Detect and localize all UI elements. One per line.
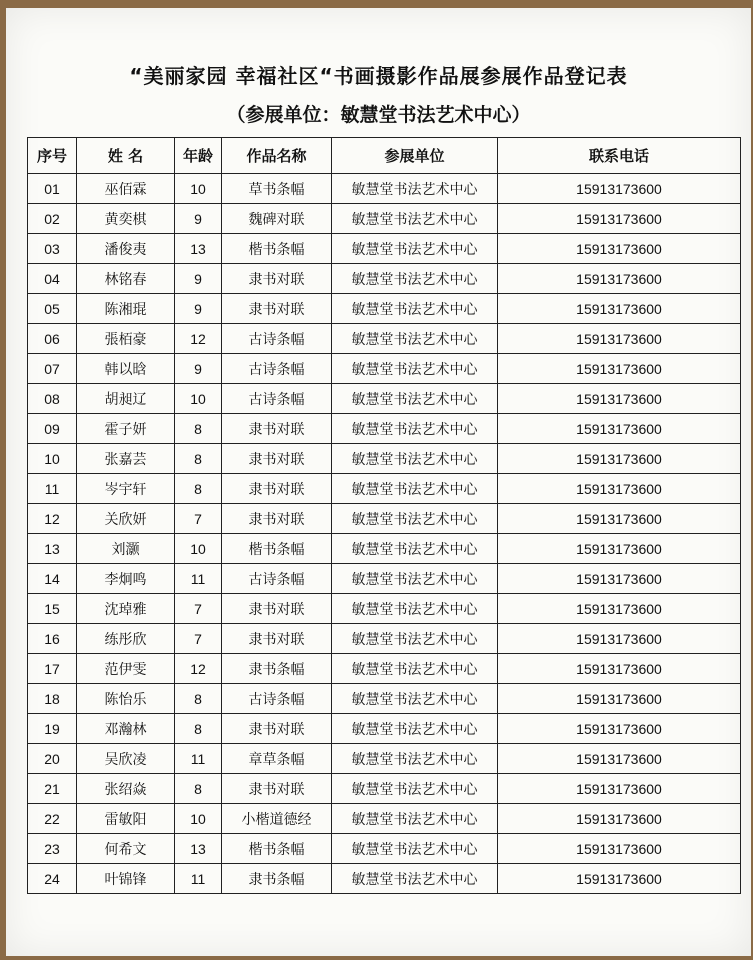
cell-contact-phone: 15913173600 — [498, 654, 741, 684]
cell-age: 11 — [175, 564, 222, 594]
cell-serial-number: 23 — [28, 834, 77, 864]
cell-name: 刘灏 — [77, 534, 175, 564]
cell-name: 张绍焱 — [77, 774, 175, 804]
table-row — [28, 264, 741, 294]
cell-contact-phone: 15913173600 — [498, 744, 741, 774]
cell-contact-phone: 15913173600 — [498, 684, 741, 714]
cell-name: 叶锦锋 — [77, 864, 175, 894]
cell-exhibiting-unit: 敏慧堂书法艺术中心 — [332, 714, 498, 744]
cell-work-title: 隶书对联 — [222, 504, 332, 534]
cell-contact-phone: 15913173600 — [498, 564, 741, 594]
cell-contact-phone: 15913173600 — [498, 714, 741, 744]
cell-work-title: 古诗条幅 — [222, 384, 332, 414]
cell-exhibiting-unit: 敏慧堂书法艺术中心 — [332, 354, 498, 384]
cell-serial-number: 05 — [28, 294, 77, 324]
cell-serial-number: 12 — [28, 504, 77, 534]
cell-name: 李炯鸣 — [77, 564, 175, 594]
cell-work-title: 隶书对联 — [222, 774, 332, 804]
cell-contact-phone: 15913173600 — [498, 444, 741, 474]
cell-work-title: 草书条幅 — [222, 174, 332, 204]
cell-age: 8 — [175, 474, 222, 504]
cell-work-title: 隶书对联 — [222, 474, 332, 504]
cell-contact-phone: 15913173600 — [498, 774, 741, 804]
cell-work-title: 隶书对联 — [222, 594, 332, 624]
header-exhibiting-unit: 参展单位 — [332, 138, 498, 174]
cell-name: 何希文 — [77, 834, 175, 864]
cell-age: 9 — [175, 264, 222, 294]
cell-serial-number: 03 — [28, 234, 77, 264]
cell-contact-phone: 15913173600 — [498, 384, 741, 414]
cell-serial-number: 07 — [28, 354, 77, 384]
cell-exhibiting-unit: 敏慧堂书法艺术中心 — [332, 414, 498, 444]
cell-serial-number: 04 — [28, 264, 77, 294]
cell-age: 11 — [175, 744, 222, 774]
table-row — [28, 714, 741, 744]
cell-serial-number: 16 — [28, 624, 77, 654]
cell-serial-number: 22 — [28, 804, 77, 834]
cell-age: 8 — [175, 414, 222, 444]
cell-contact-phone: 15913173600 — [498, 504, 741, 534]
cell-exhibiting-unit: 敏慧堂书法艺术中心 — [332, 324, 498, 354]
cell-exhibiting-unit: 敏慧堂书法艺术中心 — [332, 504, 498, 534]
table-row — [28, 804, 741, 834]
cell-contact-phone: 15913173600 — [498, 204, 741, 234]
cell-exhibiting-unit: 敏慧堂书法艺术中心 — [332, 654, 498, 684]
cell-work-title: 小楷道德经 — [222, 804, 332, 834]
cell-serial-number: 18 — [28, 684, 77, 714]
cell-contact-phone: 15913173600 — [498, 594, 741, 624]
page-subtitle: （参展单位：敏慧堂书法艺术中心） — [226, 104, 531, 126]
cell-name: 張栢豪 — [77, 324, 175, 354]
table-row — [28, 594, 741, 624]
cell-name: 霍子妍 — [77, 414, 175, 444]
table-body — [28, 174, 741, 894]
cell-age: 9 — [175, 294, 222, 324]
cell-exhibiting-unit: 敏慧堂书法艺术中心 — [332, 834, 498, 864]
cell-work-title: 楷书条幅 — [222, 834, 332, 864]
cell-age: 13 — [175, 834, 222, 864]
cell-age: 9 — [175, 204, 222, 234]
table-row — [28, 384, 741, 414]
cell-serial-number: 08 — [28, 384, 77, 414]
cell-contact-phone: 15913173600 — [498, 804, 741, 834]
cell-name: 岑宇轩 — [77, 474, 175, 504]
cell-work-title: 古诗条幅 — [222, 684, 332, 714]
table-row — [28, 474, 741, 504]
cell-name: 潘俊夷 — [77, 234, 175, 264]
cell-exhibiting-unit: 敏慧堂书法艺术中心 — [332, 804, 498, 834]
page-title: “美丽家园 幸福社区“书画摄影作品展参展作品登记表 — [129, 64, 628, 88]
cell-contact-phone: 15913173600 — [498, 324, 741, 354]
cell-name: 韩以晗 — [77, 354, 175, 384]
table-row — [28, 204, 741, 234]
cell-name: 雷敏阳 — [77, 804, 175, 834]
cell-work-title: 魏碑对联 — [222, 204, 332, 234]
cell-exhibiting-unit: 敏慧堂书法艺术中心 — [332, 534, 498, 564]
cell-work-title: 隶书对联 — [222, 444, 332, 474]
cell-serial-number: 19 — [28, 714, 77, 744]
cell-serial-number: 06 — [28, 324, 77, 354]
cell-age: 7 — [175, 624, 222, 654]
cell-serial-number: 01 — [28, 174, 77, 204]
table-row — [28, 684, 741, 714]
cell-age: 10 — [175, 174, 222, 204]
cell-exhibiting-unit: 敏慧堂书法艺术中心 — [332, 384, 498, 414]
cell-age: 12 — [175, 324, 222, 354]
cell-serial-number: 24 — [28, 864, 77, 894]
cell-contact-phone: 15913173600 — [498, 864, 741, 894]
table-row — [28, 414, 741, 444]
table-row — [28, 294, 741, 324]
table-row — [28, 504, 741, 534]
cell-serial-number: 10 — [28, 444, 77, 474]
cell-exhibiting-unit: 敏慧堂书法艺术中心 — [332, 774, 498, 804]
cell-work-title: 隶书对联 — [222, 414, 332, 444]
cell-work-title: 章草条幅 — [222, 744, 332, 774]
registration-table — [27, 137, 741, 894]
header-contact-phone: 联系电话 — [498, 138, 741, 174]
table-row — [28, 354, 741, 384]
cell-serial-number: 14 — [28, 564, 77, 594]
cell-work-title: 隶书条幅 — [222, 864, 332, 894]
cell-work-title: 古诗条幅 — [222, 564, 332, 594]
cell-name: 巫佰霖 — [77, 174, 175, 204]
table-row — [28, 834, 741, 864]
cell-name: 黄奕棋 — [77, 204, 175, 234]
cell-name: 关欣妍 — [77, 504, 175, 534]
cell-age: 7 — [175, 504, 222, 534]
cell-age: 12 — [175, 654, 222, 684]
table-row — [28, 534, 741, 564]
cell-work-title: 楷书条幅 — [222, 234, 332, 264]
cell-serial-number: 02 — [28, 204, 77, 234]
cell-name: 陈怡乐 — [77, 684, 175, 714]
cell-name: 张嘉芸 — [77, 444, 175, 474]
header-age: 年龄 — [175, 138, 222, 174]
cell-contact-phone: 15913173600 — [498, 264, 741, 294]
cell-age: 7 — [175, 594, 222, 624]
cell-contact-phone: 15913173600 — [498, 534, 741, 564]
table-row — [28, 774, 741, 804]
cell-serial-number: 20 — [28, 744, 77, 774]
cell-name: 邓瀚林 — [77, 714, 175, 744]
cell-contact-phone: 15913173600 — [498, 474, 741, 504]
cell-work-title: 楷书条幅 — [222, 534, 332, 564]
table-header-row — [28, 138, 741, 174]
cell-age: 10 — [175, 534, 222, 564]
cell-exhibiting-unit: 敏慧堂书法艺术中心 — [332, 204, 498, 234]
cell-age: 8 — [175, 684, 222, 714]
cell-contact-phone: 15913173600 — [498, 174, 741, 204]
cell-serial-number: 21 — [28, 774, 77, 804]
cell-work-title: 古诗条幅 — [222, 354, 332, 384]
cell-serial-number: 09 — [28, 414, 77, 444]
cell-contact-phone: 15913173600 — [498, 414, 741, 444]
table-row — [28, 744, 741, 774]
cell-contact-phone: 15913173600 — [498, 354, 741, 384]
cell-name: 陈湘琨 — [77, 294, 175, 324]
table-row — [28, 174, 741, 204]
header-work-title: 作品名称 — [222, 138, 332, 174]
cell-name: 林铭春 — [77, 264, 175, 294]
cell-age: 8 — [175, 444, 222, 474]
table-row — [28, 324, 741, 354]
cell-name: 吴欣凌 — [77, 744, 175, 774]
cell-exhibiting-unit: 敏慧堂书法艺术中心 — [332, 594, 498, 624]
table-row — [28, 654, 741, 684]
table-row — [28, 444, 741, 474]
cell-exhibiting-unit: 敏慧堂书法艺术中心 — [332, 744, 498, 774]
cell-age: 13 — [175, 234, 222, 264]
cell-exhibiting-unit: 敏慧堂书法艺术中心 — [332, 564, 498, 594]
cell-exhibiting-unit: 敏慧堂书法艺术中心 — [332, 444, 498, 474]
cell-exhibiting-unit: 敏慧堂书法艺术中心 — [332, 864, 498, 894]
cell-contact-phone: 15913173600 — [498, 294, 741, 324]
cell-exhibiting-unit: 敏慧堂书法艺术中心 — [332, 174, 498, 204]
table-row — [28, 564, 741, 594]
cell-work-title: 隶书对联 — [222, 294, 332, 324]
table-row — [28, 624, 741, 654]
cell-age: 8 — [175, 714, 222, 744]
cell-work-title: 隶书对联 — [222, 714, 332, 744]
cell-age: 10 — [175, 804, 222, 834]
table-row — [28, 234, 741, 264]
cell-age: 9 — [175, 354, 222, 384]
header-serial-number: 序号 — [28, 138, 77, 174]
cell-contact-phone: 15913173600 — [498, 834, 741, 864]
cell-age: 10 — [175, 384, 222, 414]
cell-age: 11 — [175, 864, 222, 894]
cell-exhibiting-unit: 敏慧堂书法艺术中心 — [332, 474, 498, 504]
cell-work-title: 隶书条幅 — [222, 654, 332, 684]
cell-name: 沈琸雅 — [77, 594, 175, 624]
table-row — [28, 864, 741, 894]
cell-exhibiting-unit: 敏慧堂书法艺术中心 — [332, 684, 498, 714]
cell-age: 8 — [175, 774, 222, 804]
cell-name: 练彤欣 — [77, 624, 175, 654]
cell-exhibiting-unit: 敏慧堂书法艺术中心 — [332, 624, 498, 654]
cell-exhibiting-unit: 敏慧堂书法艺术中心 — [332, 264, 498, 294]
cell-contact-phone: 15913173600 — [498, 234, 741, 264]
cell-contact-phone: 15913173600 — [498, 624, 741, 654]
header-name: 姓 名 — [77, 138, 175, 174]
cell-work-title: 隶书对联 — [222, 624, 332, 654]
cell-work-title: 古诗条幅 — [222, 324, 332, 354]
cell-serial-number: 17 — [28, 654, 77, 684]
cell-name: 范伊雯 — [77, 654, 175, 684]
cell-serial-number: 11 — [28, 474, 77, 504]
cell-work-title: 隶书对联 — [222, 264, 332, 294]
cell-exhibiting-unit: 敏慧堂书法艺术中心 — [332, 234, 498, 264]
cell-name: 胡昶辽 — [77, 384, 175, 414]
cell-serial-number: 15 — [28, 594, 77, 624]
cell-exhibiting-unit: 敏慧堂书法艺术中心 — [332, 294, 498, 324]
cell-serial-number: 13 — [28, 534, 77, 564]
